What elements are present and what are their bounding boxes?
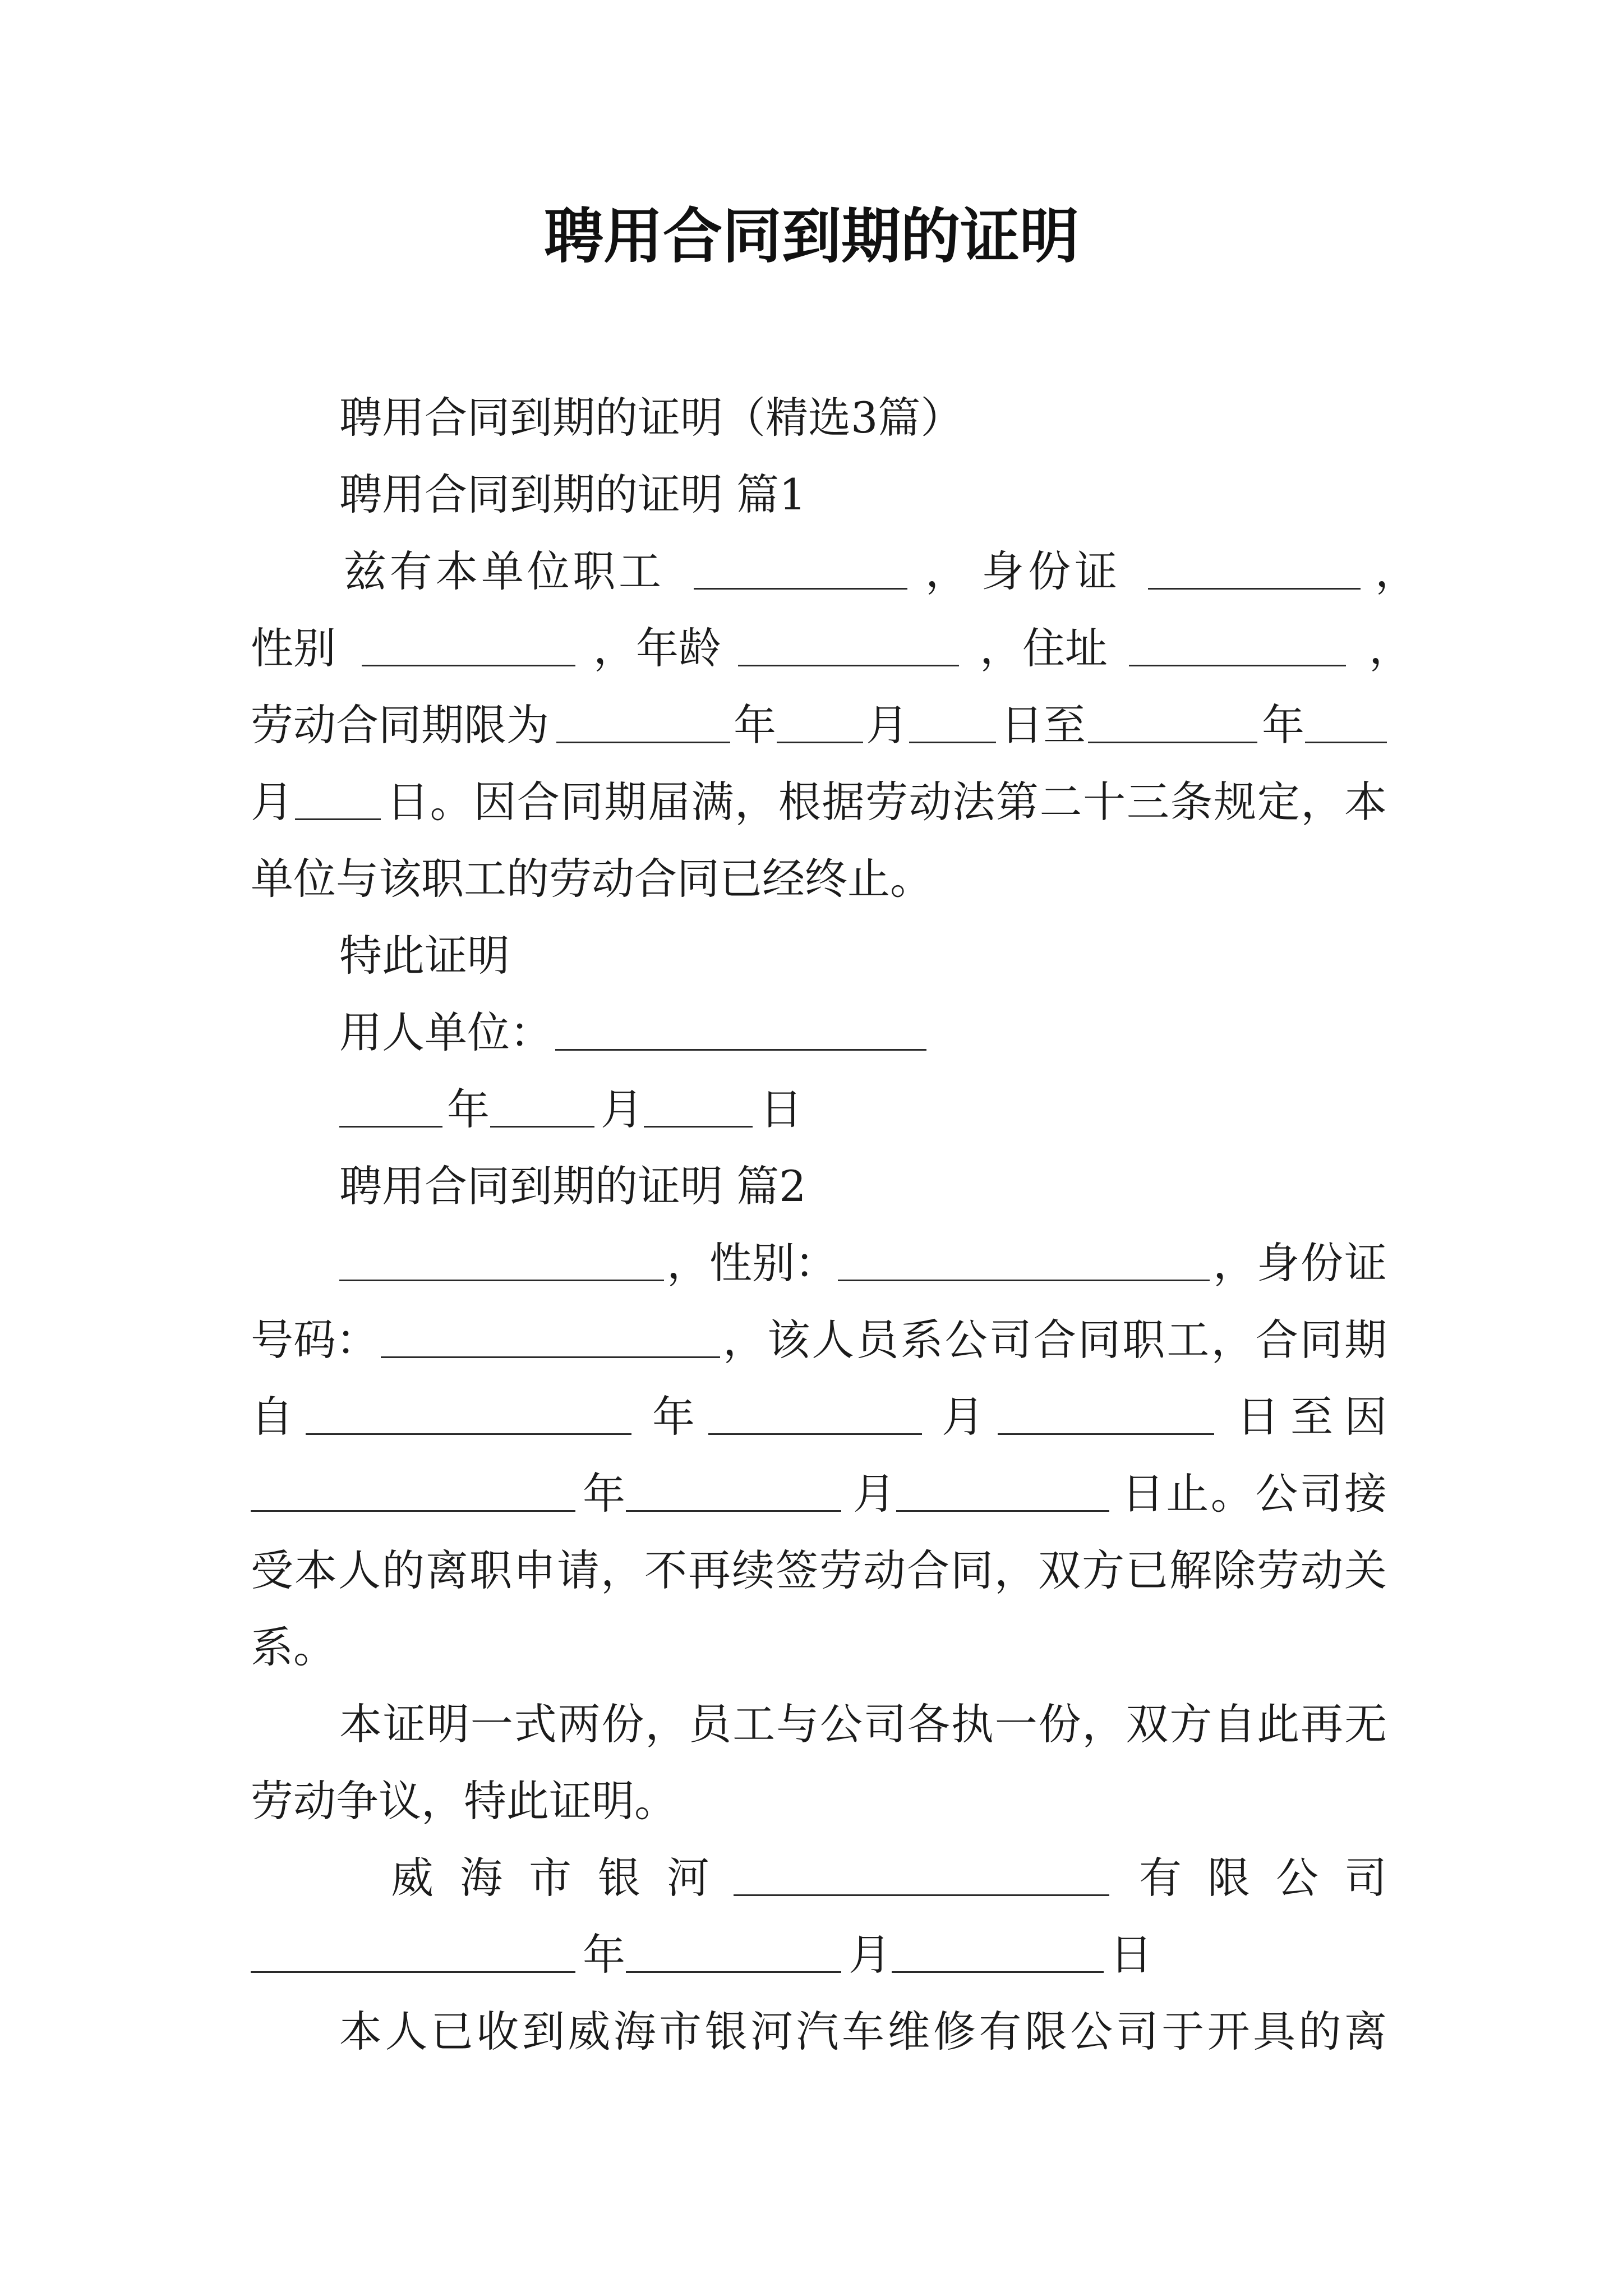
fill-in-blank	[694, 588, 907, 590]
fill-in-blank	[381, 1356, 720, 1358]
fill-in-blank	[777, 742, 863, 743]
text-segment: 年	[583, 1469, 625, 1519]
text-segment: 日。因合同期届满，根据劳动法第二十三条规定，本	[386, 777, 1387, 827]
date-year-label: 年	[447, 1084, 490, 1134]
fill-in-blank	[251, 1971, 575, 1973]
fill-in-blank	[490, 1126, 594, 1128]
part1-closing-line	[0, 928, 1623, 984]
part1-line2	[0, 620, 1623, 677]
collection-title-line	[0, 390, 1623, 446]
fill-in-blank	[306, 1433, 631, 1435]
fill-in-blank	[892, 1971, 1104, 1973]
text-segment: 年	[652, 1392, 695, 1442]
text-segment: 号码：	[251, 1315, 379, 1365]
part2-heading: 聘用合同到期的证明 篇2	[339, 1161, 806, 1211]
text-segment: ，性别：	[667, 1238, 837, 1288]
company-name-suffix: 有限公司	[1139, 1853, 1387, 1903]
text-segment: 自	[251, 1392, 293, 1442]
part2-line7	[0, 1696, 1623, 1752]
fill-in-blank	[1129, 665, 1346, 666]
part1-heading: 聘用合同到期的证明 篇1	[339, 470, 806, 519]
fill-in-blank	[555, 1049, 926, 1051]
part2-date-line	[0, 1927, 1623, 1983]
date-year-label: 年	[583, 1930, 625, 1980]
part2-line4	[0, 1466, 1623, 1522]
text-segment: 月	[853, 1469, 896, 1519]
fill-in-blank	[556, 742, 730, 743]
fill-in-blank	[295, 818, 381, 820]
fill-in-blank	[1088, 742, 1257, 743]
part2-company-line	[0, 1850, 1623, 1906]
text-segment: 年	[1262, 700, 1304, 750]
date-month-label: 月	[601, 1084, 643, 1134]
part2-heading-line	[0, 1158, 1623, 1214]
text-segment: 年	[734, 700, 776, 750]
text-segment: 兹有本单位职工	[344, 546, 661, 596]
part1-line1	[0, 544, 1623, 600]
employer-label: 用人单位：	[339, 1007, 552, 1057]
company-name-prefix: 威海市银河	[391, 1853, 709, 1903]
date-day-label: 日	[1110, 1930, 1152, 1980]
text-segment: 系。	[251, 1622, 336, 1672]
text-segment: 身份证	[981, 546, 1117, 596]
text-segment: 月	[251, 777, 293, 827]
text-segment: ，年龄	[593, 623, 721, 673]
part1-line4	[0, 774, 1623, 830]
fill-in-blank	[362, 665, 575, 666]
part2-line1	[0, 1235, 1623, 1291]
text-segment: 月	[866, 700, 909, 750]
text-segment: ，身份证	[1213, 1238, 1387, 1288]
fill-in-blank	[1148, 588, 1361, 590]
fill-in-blank	[708, 1433, 922, 1435]
part1-employer-line	[0, 1005, 1623, 1061]
fill-in-blank	[1305, 742, 1387, 743]
fill-in-blank	[339, 1126, 442, 1128]
part2-line3	[0, 1389, 1623, 1445]
fill-in-blank	[896, 1510, 1109, 1512]
fill-in-blank	[644, 1126, 753, 1128]
part2-line8	[0, 1773, 1623, 1829]
part2-line6	[0, 1619, 1623, 1676]
text-segment: 本证明一式两份，员工与公司各执一份，双方自此再无	[339, 1699, 1387, 1749]
text-segment: ，该人员系公司合同职工，合同期	[723, 1315, 1387, 1365]
closing-text: 特此证明	[339, 931, 510, 981]
fill-in-blank	[738, 665, 959, 666]
fill-in-blank	[734, 1894, 1109, 1896]
date-day-label: 日	[760, 1084, 803, 1134]
text-segment: 本人已收到威海市银河汽车维修有限公司于开具的离	[339, 2007, 1387, 2056]
fill-in-blank	[251, 1510, 575, 1512]
part2-line9	[0, 2004, 1623, 2060]
text-segment: ，住址	[980, 623, 1108, 673]
text-segment: 单位与该职工的劳动合同已经终止。	[251, 854, 933, 904]
collection-title: 聘用合同到期的证明（精选3篇）	[339, 393, 963, 443]
text-segment: 受本人的离职申请，不再续签劳动合同，双方已解除劳动关	[251, 1545, 1387, 1595]
text-segment: ，	[925, 546, 968, 596]
text-segment: 日至因	[1237, 1392, 1387, 1442]
fill-in-blank	[909, 742, 996, 743]
date-month-label: 月	[849, 1930, 891, 1980]
text-segment: 日至	[1000, 700, 1086, 750]
part1-heading-line	[0, 467, 1623, 523]
fill-in-blank	[838, 1280, 1210, 1281]
text-segment: 劳动合同期限为	[251, 700, 549, 750]
part1-line5	[0, 851, 1623, 907]
part2-line2	[0, 1312, 1623, 1368]
text-segment: 劳动争议，特此证明。	[251, 1776, 677, 1826]
text-segment: ，	[1375, 546, 1418, 596]
fill-in-blank	[339, 1280, 664, 1281]
fill-in-blank	[626, 1971, 841, 1973]
text-segment: ，	[1369, 623, 1412, 673]
text-segment: 月	[942, 1392, 984, 1442]
fill-in-blank	[998, 1433, 1214, 1435]
part1-line3	[0, 697, 1623, 753]
document-title: 聘用合同到期的证明	[544, 201, 1079, 271]
part2-line5	[0, 1543, 1623, 1599]
part1-date-line	[0, 1082, 1623, 1138]
text-segment: 日止。公司接	[1122, 1469, 1387, 1519]
fill-in-blank	[626, 1510, 841, 1512]
text-segment: 性别	[251, 623, 336, 673]
